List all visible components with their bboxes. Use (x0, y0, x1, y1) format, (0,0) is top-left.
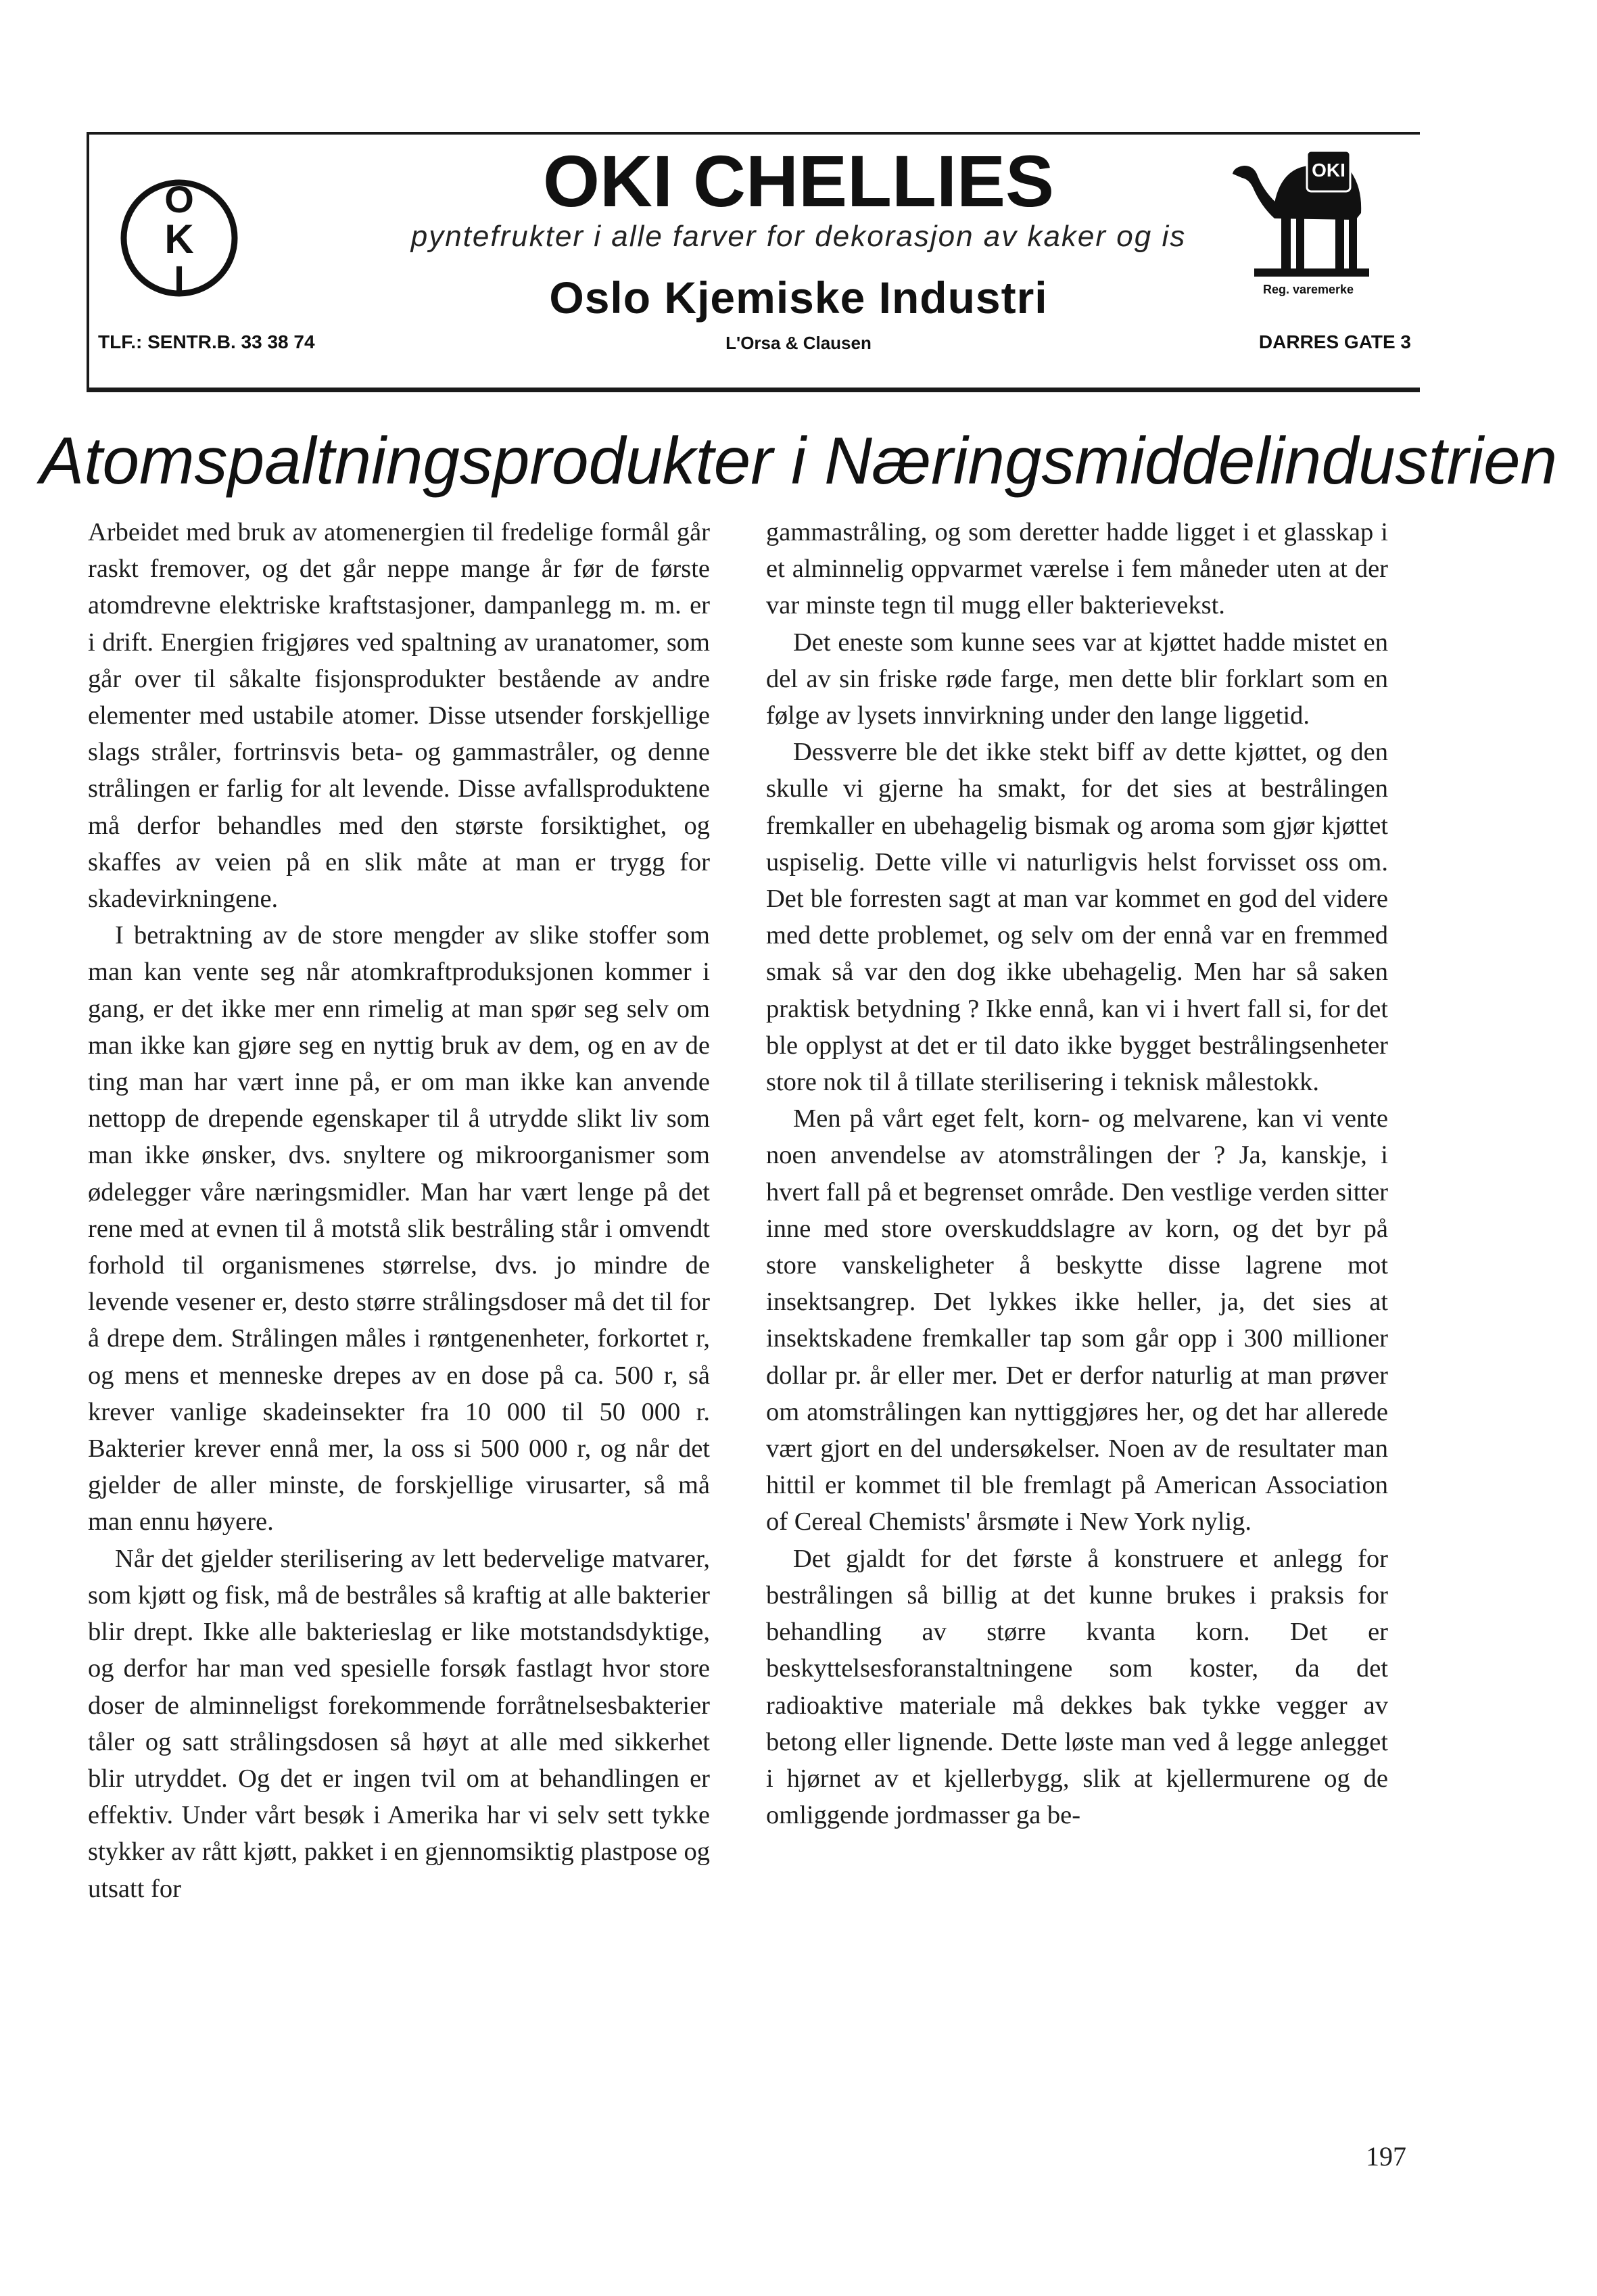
ad-company: Oslo Kjemiske Industri (549, 273, 1048, 323)
paragraph: Når det gjelder sterilisering av lett bedervelige matvarer, som kjøtt og fisk, må de bestråles så kraftig at alle bakterier blir drept. Ikke alle bakterieslag er like motstandsdyktige, og derfor har man ved spesielle forsøk fastlagt hvor store doser de alminneligst forekommende forråtnelsesbakterier tåler og satt strålingsdosen så høyt at alle med sikkerhet blir utryddet. Og det er ingen tvil om at behandlingen er effektiv. Under vårt besøk i Amerika har vi selv sett tykke stykker av rått kjøtt, pakket i en gjennomsiktig plastpose og utsatt for (88, 1544, 710, 1903)
svg-text:I: I (174, 258, 185, 300)
paragraph: I betraktning av de store mengder av slike stoffer som man kan vente seg når atomkraftproduksjonen kommer i gang, er det ikke mer enn rimelig at man spør seg selv om man ikke kan gjøre seg en nyttig bruk av dem, og en av de ting man har vært inne på, er om man ikke kan anvende nettopp de drepende egenskaper til å utrydde slikt liv som man ikke ønsker, dvs. snyltere og mikroorganismer som ødelegger våre næringsmidler. Man har vært lenge på det rene med at evnen til å motstå slik bestråling står i omvendt forhold til organismenes størrelse, dvs. jo mindre de levende vesener er, desto større strålingsdoser må det til for å drepe dem. Strålingen måles i røntgenenheter, forkortet r, og mens et menneske drepes av en dose på ca. 500 r, så krever vanlige skadeinsekter fra 10 000 til 50 000 r. Bakterier krever ennå mer, la oss si 500 000 r, og når det gjelder de aller minste, de forskjellige virusarter, så må man ennu høyere. (88, 921, 710, 1537)
article-right-column (766, 514, 1388, 1833)
paragraph: Det eneste som kunne sees var at kjøttet hadde mistet en del av sin friske røde farge, men dette blir forklart som en følge av lysets innvirkning under den lange liggetid. (766, 628, 1388, 730)
paragraph: Arbeidet med bruk av atomenergien til fredelige formål går raskt fremover, og det går neppe mange år før de første atomdrevne elektriske kraftstasjoner, dampanlegg m. m. er i drift. Energien frigjøres ved spaltning av uranatomer, som går over til såkalte fisjonsprodukter bestående av andre elementer med ustabile atomer. Disse utsender forskjellige slags stråler, fortrinsvis beta- og gammastråler, og denne strålingen er farlig for alt levende. Disse avfallsproduktene må derfor behandles med den største forsiktighet, og skaffes av veien på en slik måte at man er trygg for skadevirkningene. (88, 518, 710, 914)
article-left-column (88, 514, 710, 1907)
ad-phone: TLF.: SENTR.B. 33 38 74 (98, 331, 315, 352)
trademark-note: Reg. varemerke (1262, 283, 1354, 296)
ad-owners: L'Orsa & Clausen (725, 333, 872, 353)
paragraph: Dessverre ble det ikke stekt biff av dette kjøttet, og den skulle vi gjerne ha smakt, for det sies at bestrålingen fremkaller en ubehagelig bismak og aroma som gjør kjøttet uspiselig. Dette ville vi naturligvis helst forvisset oss om. Det ble forresten sagt at man var kommet en god del videre med dette problemet, og selv om der ennå var en fremmed smak så var den dog ikke ubehagelig. Men har så saken praktisk betydning ? Ikke ennå, kan vi i hvert fall si, for det ble opplyst at det er til dato ikke bygget bestrålingsenheter store nok til å tillate sterilisering i teknisk målestokk. (766, 738, 1388, 1097)
camel-trademark-icon (1227, 139, 1376, 281)
paragraph: Men på vårt eget felt, korn- og melvarene, kan vi vente noen anvendelse av atomstrålingen der ? Ja, kanskje, i hvert fall på et begrenset område. Den vestlige verden sitter inne med store overskuddslagre av korn, og det byr på store vanskeligheter å beskytte disse lagrene mot insektsangrep. Det lykkes ikke heller, ja, det sies at insektskadene fremkaller tap som går opp i 300 millioner dollar pr. år eller mer. Det er derfor naturlig at man prøver om atomstrålingen kan nyttiggjøres her, og det har allerede vært gjort en del undersøkelser. Noen av de resultater man hittil er kommet til ble fremlagt på American Association of Cereal Chemists' årsmøte i New York nylig. (766, 1104, 1388, 1537)
paragraph: Det gjaldt for det første å konstruere et anlegg for bestrålingen så billig at det kunne brukes i praksis for behandling av større kvanta korn. Det er beskyttelsesforanstaltningene som koster, da det radioaktive materiale må dekkes bak tykke vegger av betong eller lignende. Dette løste man ved å legge anlegget i hjørnet av et kjellerbygg, slik at kjellermurene og de omliggende jordmasser ga be- (766, 1544, 1388, 1830)
article-title: Atomspaltningsprodukter i Næringsmiddelindustrien (39, 423, 1558, 498)
svg-text:O: O (164, 178, 194, 220)
paragraph: gammastråling, og som deretter hadde ligget i et glasskap i et alminnelig oppvarmet værelse i fem måneder uten at der var minste tegn til mugg eller bakterievekst. (766, 518, 1388, 620)
advertisement-divider (87, 388, 1420, 390)
svg-text:K: K (164, 216, 194, 262)
ad-title: OKI CHELLIES (542, 140, 1055, 222)
ad-tagline: pyntefrukter i alle farver for dekorasjon av kaker og is (410, 220, 1187, 253)
page-number: 197 (1366, 2141, 1406, 2172)
ad-address: DARRES GATE 3 (1258, 331, 1411, 352)
camel-sign-text: OKI (1312, 160, 1345, 181)
